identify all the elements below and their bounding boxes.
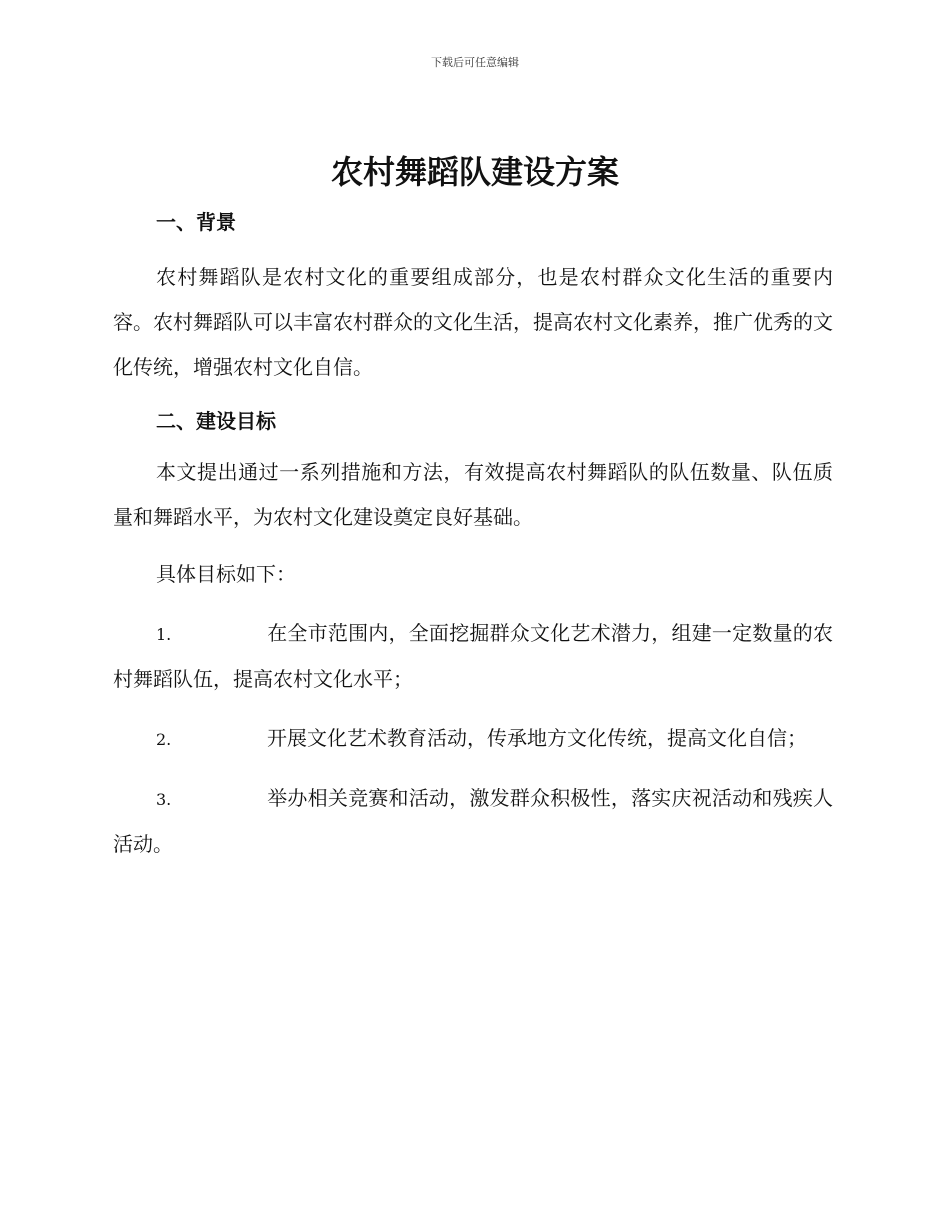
page-header-note: 下载后可任意编辑	[431, 56, 519, 69]
document-title: 农村舞蹈队建设方案	[330, 153, 619, 191]
goals-intro: 具体目标如下：	[156, 562, 296, 586]
section-heading-background: 一、背景	[156, 210, 236, 234]
list-item-number: 2.	[156, 730, 172, 749]
document-body	[113, 205, 833, 867]
list-item-number: 3.	[156, 790, 172, 809]
list-item	[113, 776, 833, 867]
background-paragraph: 农村舞蹈队是农村文化的重要组成部分，也是农村群众文化生活的重要内容。农村舞蹈队可以丰富农村群众的文化生活，提高农村文化素养，推广优秀的文化传统，增强农村文化自信。	[113, 265, 833, 379]
list-item-number: 1.	[156, 625, 172, 644]
list-item	[113, 716, 833, 762]
list-item-text: 在全市范围内，全面挖掘群众文化艺术潜力，组建一定数量的农村舞蹈队伍，提高农村文化水平；	[113, 621, 833, 691]
list-item	[113, 611, 833, 702]
list-item-text: 开展文化艺术教育活动，传承地方文化传统，提高文化自信；	[267, 726, 807, 750]
section-heading-goals: 二、建设目标	[156, 409, 276, 433]
goals-paragraph: 本文提出通过一系列措施和方法，有效提高农村舞蹈队的队伍数量、队伍质量和舞蹈水平，为农村文化建设奠定良好基础。	[113, 460, 833, 529]
list-item-text: 举办相关竞赛和活动，激发群众积极性，落实庆祝活动和残疾人活动。	[113, 786, 833, 856]
